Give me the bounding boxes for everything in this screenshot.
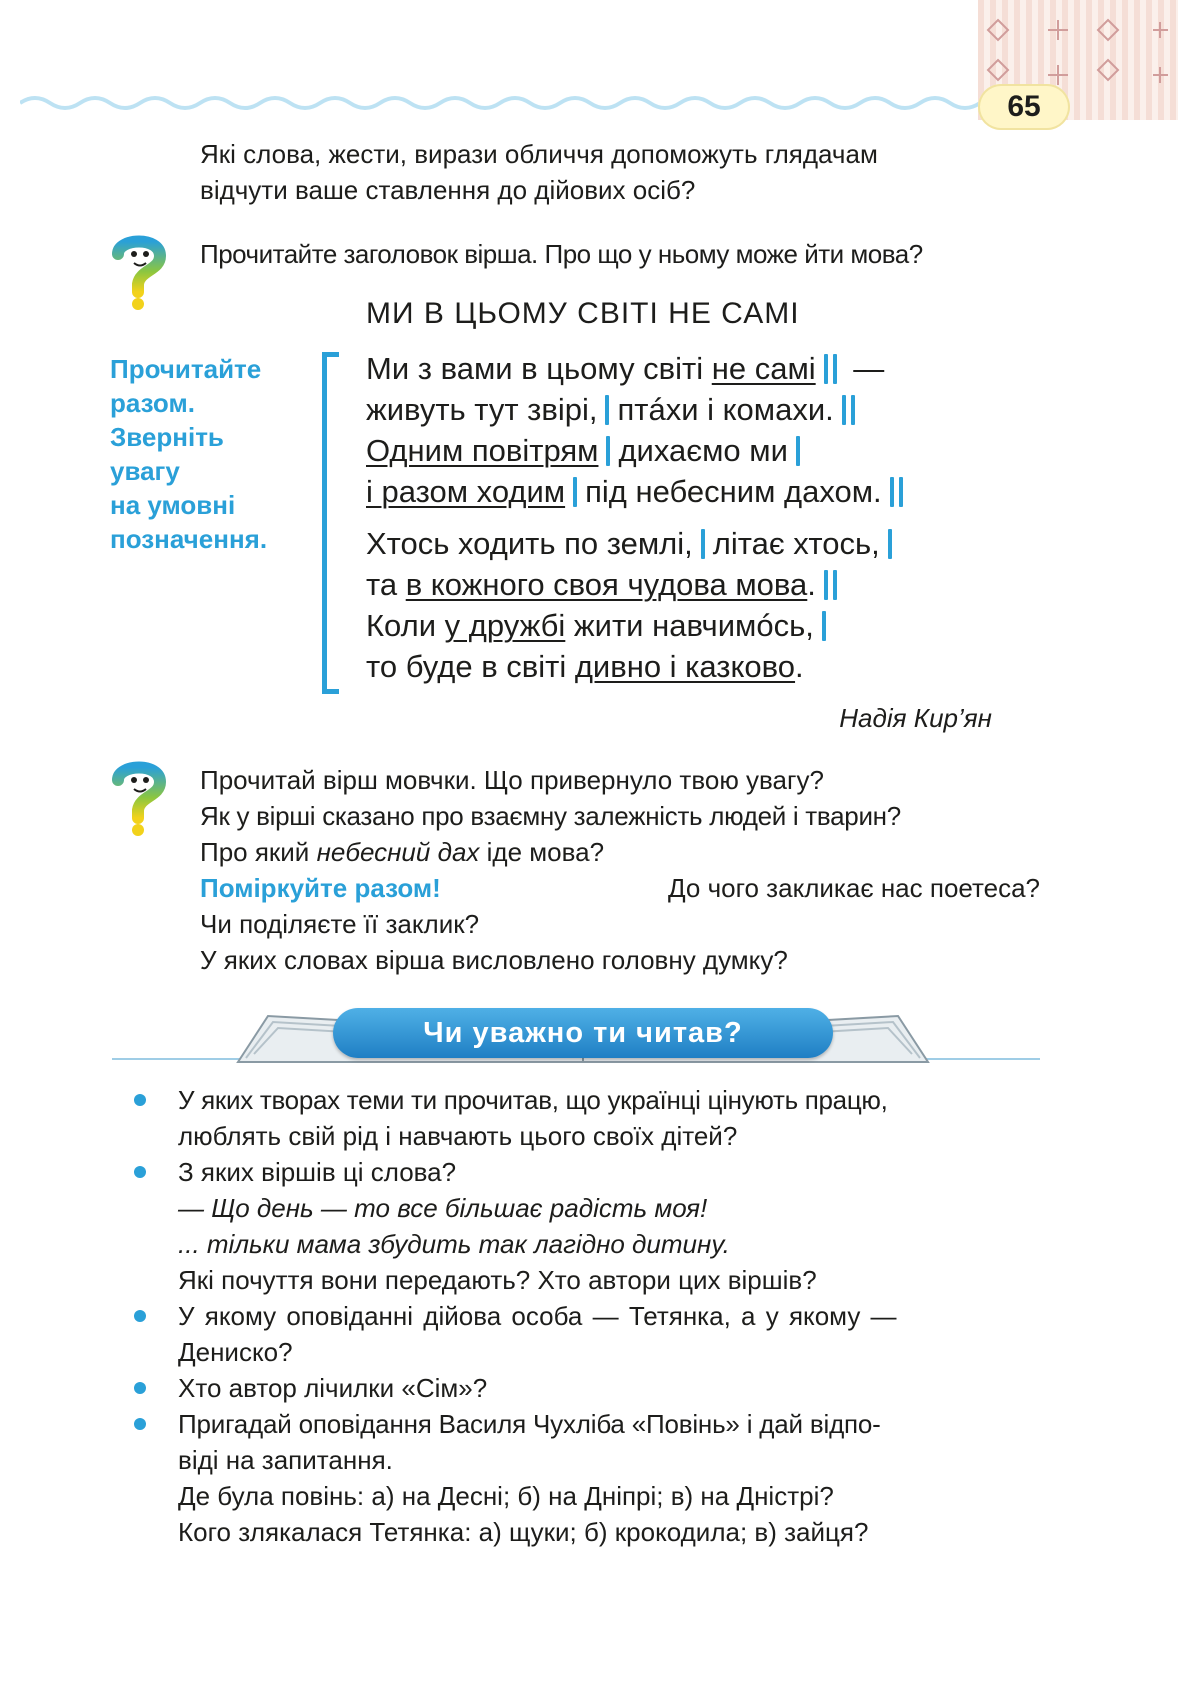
banner-title: Чи уважно ти читав? bbox=[423, 1017, 743, 1049]
pause-mark-long bbox=[824, 353, 837, 394]
pause-mark bbox=[796, 436, 800, 466]
poem-underlined: в кожного своя чудова мова bbox=[405, 567, 808, 602]
bullet-text: віді на запитання. bbox=[178, 1445, 393, 1475]
question-line: Поміркуйте разом! До чого закликає нас поетеса? bbox=[200, 870, 1040, 906]
poem-title: МИ В ЦЬОМУ СВІТІ НЕ САМІ bbox=[366, 297, 800, 330]
side-note bbox=[110, 352, 267, 556]
poem-line-6: та в кожного своя чудова мова. bbox=[366, 564, 845, 610]
bullet-text: Хто автор лічилки «Сім»? bbox=[178, 1373, 488, 1403]
bullet-quote: ... тільки мама збудить так лагідно дитину. bbox=[178, 1229, 730, 1259]
bullet-text: Дениско? bbox=[178, 1337, 293, 1367]
bullet-dot bbox=[134, 1382, 146, 1394]
poem-line-5: Хтось ходить по землі, літає хтось, bbox=[366, 523, 900, 564]
pause-mark bbox=[701, 529, 705, 559]
poem-line-2: живуть тут звірі, птáхи і комахи. bbox=[366, 389, 863, 435]
pause-mark bbox=[605, 395, 609, 425]
poem-line-1: Ми з вами в цьому світі не самі — bbox=[366, 348, 884, 394]
pause-mark bbox=[606, 436, 610, 466]
think-together-label: Поміркуйте разом! bbox=[200, 873, 441, 903]
poem-underlined: не самі bbox=[711, 351, 816, 386]
side-note-line: Зверніть bbox=[110, 422, 224, 452]
intro-question-line-2: відчути ваше ставлення до дійових осіб? bbox=[200, 175, 696, 205]
question-line: Як у вірші сказано про взаємну залежність людей і тварин? bbox=[200, 801, 901, 831]
question-line: Прочитай вірш мовчки. Що привернуло твою увагу? bbox=[200, 765, 824, 795]
bullet-quote: — Що день — то все більшає радість моя! bbox=[178, 1193, 708, 1223]
poem-line-7: Коли у дружбі жити навчимóсь, bbox=[366, 605, 834, 646]
pause-mark-long bbox=[890, 476, 903, 517]
question-line: Про який небесний дах іде мова? bbox=[200, 837, 605, 867]
side-note-line: разом. bbox=[110, 388, 195, 418]
side-note-line: на умовні bbox=[110, 490, 236, 520]
prompt-read-title: Прочитайте заголовок вірша. Про що у ньому може йти мова? bbox=[200, 239, 923, 269]
side-note-line: позначення. bbox=[110, 524, 268, 554]
bullet-text: Які почуття вони передають? Хто автори цих віршів? bbox=[178, 1265, 817, 1295]
bullet-text: люблять свій рід і навчають цього своїх дітей? bbox=[178, 1121, 738, 1151]
page-number: 65 bbox=[1007, 90, 1041, 123]
bullet-text: Кого злякалася Тетянка: а) щуки; б) крокодила; в) зайця? bbox=[178, 1517, 869, 1547]
side-note-line: увагу bbox=[110, 456, 180, 486]
pause-mark-long bbox=[842, 394, 855, 435]
pause-mark bbox=[573, 477, 577, 507]
poem-underlined: Одним повітрям bbox=[366, 433, 599, 468]
header-wave-line bbox=[20, 88, 1010, 118]
poem-underlined: дивно і казково bbox=[574, 649, 796, 684]
poem-bracket bbox=[322, 352, 339, 694]
pause-mark-long bbox=[824, 569, 837, 610]
bullet-dot bbox=[134, 1310, 146, 1322]
poem-underlined: і разом ходим bbox=[366, 474, 566, 509]
poem-line-4: і разом ходим під небесним дахом. bbox=[366, 471, 911, 517]
poem-author: Надія Кир’ян bbox=[839, 703, 992, 733]
poem-line-8: то буде в світі дивно і казково. bbox=[366, 649, 804, 684]
bullet-text: З яких віршів ці слова? bbox=[178, 1157, 457, 1187]
question-mark-icon bbox=[110, 232, 168, 312]
poem-underlined: у дружбі bbox=[444, 608, 566, 643]
bullet-dot bbox=[134, 1418, 146, 1430]
bullet-dot bbox=[134, 1094, 146, 1106]
bullet-text: У яких творах теми ти прочитав, що українці цінують працю, bbox=[178, 1085, 888, 1115]
pause-mark bbox=[888, 529, 892, 559]
side-note-line: Прочитайте bbox=[110, 354, 262, 384]
intro-question-line-1: Які слова, жести, вирази обличчя допоможуть глядачам bbox=[200, 139, 878, 169]
question-line: У яких словах вірша висловлено головну думку? bbox=[200, 945, 788, 975]
question-line: Чи поділяєте її заклик? bbox=[200, 909, 480, 939]
bullet-text: У якому оповіданні дійова особа — Тетянка, а у якому — bbox=[178, 1301, 897, 1331]
bullet-dot bbox=[134, 1166, 146, 1178]
bullet-text: Де була повінь: а) на Десні; б) на Дніпрі; в) на Дністрі? bbox=[178, 1481, 834, 1511]
bullet-text: Пригадай оповідання Василя Чухліба «Повінь» і дай відпо- bbox=[178, 1409, 881, 1439]
question-mark-icon bbox=[110, 758, 168, 838]
poem-line-3: Одним повітрям дихаємо ми bbox=[366, 430, 808, 471]
pause-mark bbox=[822, 611, 826, 641]
